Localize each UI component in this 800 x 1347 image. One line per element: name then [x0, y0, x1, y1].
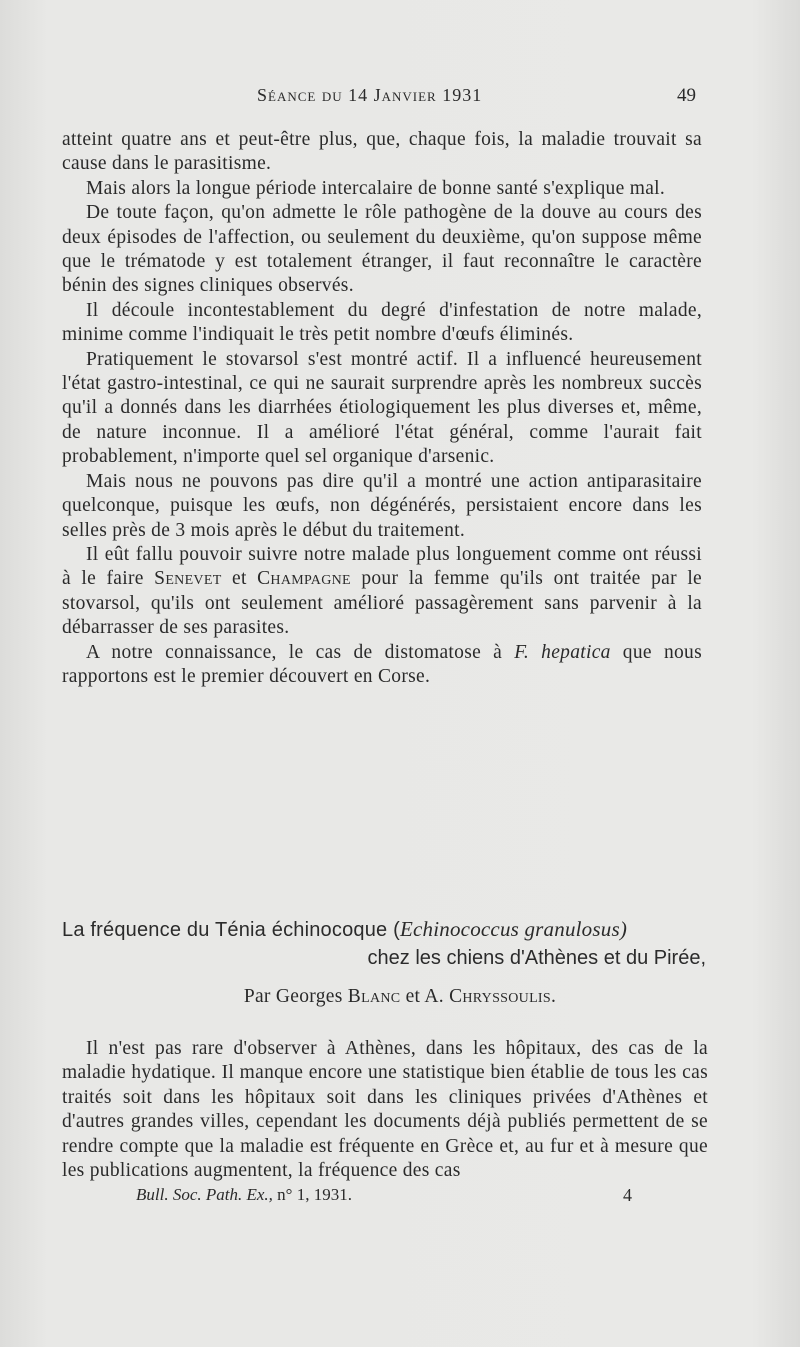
paragraph: Mais nous ne pouvons pas dire qu'il a montré une action antiparasitaire quelconque, puisque les œufs, non dégénérés, persistaient encore dans les selles près de 3 mois après le début du traitement.: [62, 470, 702, 541]
page-number: 49: [677, 85, 696, 106]
running-head: [0, 85, 800, 111]
author-name: Senevet: [154, 568, 222, 590]
paragraph: Mais alors la longue période intercalaire de bonne santé s'explique mal.: [86, 177, 666, 199]
journal-name: Bull. Soc. Path. Ex.,: [136, 1185, 273, 1204]
article-body-new: [62, 1037, 708, 1183]
author-name: Blanc: [347, 986, 401, 1007]
paragraph: Il n'est pas rare d'observer à Athènes, dans les hôpitaux, des cas de la maladie hydatique. Il manque encore une statistique bien établie de tous les cas traités soit dans les hôpitaux soit dans les cliniques privées d'Athènes et d'autres grandes villes, cependant les documents déjà publiés permettent de se rendre compte que la maladie est fréquente en Grèce et, au fur et à mesure que les publications augmentent, la fréquence des cas: [62, 1038, 708, 1182]
running-title: Séance du 14 Janvier 1931: [257, 85, 483, 105]
paragraph: De toute façon, qu'on admette le rôle pathogène de la douve au cours des deux épisodes de l'affection, ou seulement du deuxième, qu'on suppose même que le trématode y est totalement étranger, il faut reconnaître le caractère bénin des signes cliniques observés.: [62, 202, 702, 297]
paragraph: Pratiquement le stovarsol s'est montré actif. Il a influencé heureusement l'état gastro-intestinal, ce qui ne saurait surprendre après les nombreux succès qu'il a donnés dans les diarrhées étiologiquement les plus diverses et, même, de nature inconnue. Il a amélioré l'état général, comme l'aurait fait probablement, n'importe quel sel organique d'arsenic.: [62, 348, 702, 468]
title-line-2: chez les chiens d'Athènes et du Pirée,: [367, 947, 706, 969]
title-text: La fréquence du Ténia échinocoque (: [62, 919, 400, 941]
author-name: Champagne: [257, 568, 351, 590]
title-line-1: [62, 915, 708, 944]
paragraph: atteint quatre ans et peut-être plus, que, chaque fois, la maladie trouvait sa cause dans le parasitisme.: [62, 129, 702, 175]
article-body-previous: [62, 128, 702, 689]
journal-issue: n° 1, 1931.: [277, 1185, 352, 1204]
paragraph: Il découle incontestablement du degré d'infestation de notre malade, minime comme l'indiquait le très petit nombre d'œufs éliminés.: [62, 299, 702, 346]
text-run: A notre connaissance, le cas de distomatose à: [86, 641, 515, 663]
text-run: Il eût fallu pouvoir suivre notre malade plus longuement comme ont réussi à le faire: [62, 543, 702, 590]
text-run: et A.: [400, 986, 450, 1007]
species-name: F. hepatica: [514, 641, 611, 663]
text-run: Par Georges: [243, 986, 348, 1007]
text-run: que nous rapportons est le premier découvert en Corse.: [62, 641, 702, 687]
paragraph: [62, 543, 702, 641]
signature-mark: 4: [623, 1185, 632, 1205]
page-footer: [0, 1185, 800, 1211]
author-name: Chryssoulis: [449, 986, 551, 1007]
article-title: [62, 915, 708, 972]
byline: [0, 986, 800, 1008]
journal-citation: [136, 1185, 352, 1205]
text-run: .: [550, 986, 557, 1007]
paragraph: [62, 641, 702, 690]
species-name: Echinococcus granulosus): [400, 917, 628, 941]
text-run: pour la femme qu'ils ont traitée par le stovarsol, qu'ils ont seulement amélioré passagèrement sans parvenir à la débarrasser de ses parasites.: [62, 568, 702, 639]
text-run: et: [221, 568, 258, 590]
